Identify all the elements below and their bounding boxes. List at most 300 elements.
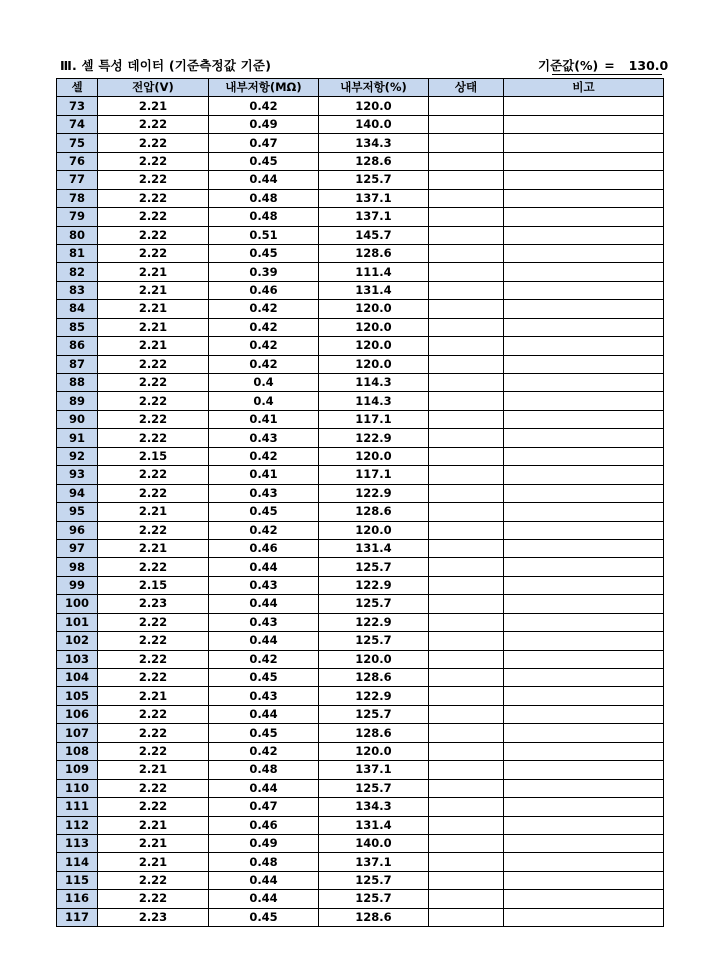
voltage-cell: 2.21 bbox=[98, 834, 209, 852]
voltage-cell: 2.23 bbox=[98, 595, 209, 613]
table-row bbox=[57, 576, 664, 594]
remarks-cell bbox=[504, 171, 664, 189]
table-row bbox=[57, 521, 664, 539]
remarks-cell bbox=[504, 263, 664, 281]
voltage-cell: 2.22 bbox=[98, 410, 209, 428]
remarks-cell bbox=[504, 115, 664, 133]
internal-resistance-cell: 0.42 bbox=[209, 742, 319, 760]
table-row bbox=[57, 558, 664, 576]
table-row bbox=[57, 429, 664, 447]
status-cell bbox=[429, 816, 504, 834]
status-cell bbox=[429, 226, 504, 244]
remarks-cell bbox=[504, 742, 664, 760]
table-row bbox=[57, 853, 664, 871]
remarks-cell bbox=[504, 97, 664, 115]
internal-resistance-cell: 0.43 bbox=[209, 613, 319, 631]
cell-number-cell: 114 bbox=[57, 853, 98, 871]
voltage-cell: 2.22 bbox=[98, 724, 209, 742]
voltage-cell: 2.23 bbox=[98, 908, 209, 926]
voltage-cell: 2.21 bbox=[98, 337, 209, 355]
header-remarks: 비고 bbox=[504, 79, 664, 97]
internal-resistance-cell: 0.42 bbox=[209, 337, 319, 355]
status-cell bbox=[429, 908, 504, 926]
remarks-cell bbox=[504, 853, 664, 871]
internal-resistance-cell: 0.41 bbox=[209, 410, 319, 428]
remarks-cell bbox=[504, 595, 664, 613]
status-cell bbox=[429, 503, 504, 521]
remarks-cell bbox=[504, 318, 664, 336]
internal-resistance-percent-cell: 122.9 bbox=[319, 687, 429, 705]
internal-resistance-percent-cell: 125.7 bbox=[319, 705, 429, 723]
voltage-cell: 2.22 bbox=[98, 244, 209, 262]
voltage-cell: 2.22 bbox=[98, 208, 209, 226]
internal-resistance-cell: 0.44 bbox=[209, 558, 319, 576]
remarks-cell bbox=[504, 189, 664, 207]
internal-resistance-percent-cell: 120.0 bbox=[319, 318, 429, 336]
cell-number-cell: 93 bbox=[57, 466, 98, 484]
remarks-cell bbox=[504, 429, 664, 447]
table-row bbox=[57, 779, 664, 797]
cell-number-cell: 106 bbox=[57, 705, 98, 723]
header-cell-number: 셀 bbox=[57, 79, 98, 97]
internal-resistance-cell: 0.42 bbox=[209, 300, 319, 318]
internal-resistance-cell: 0.42 bbox=[209, 650, 319, 668]
internal-resistance-cell: 0.45 bbox=[209, 724, 319, 742]
cell-number-cell: 75 bbox=[57, 134, 98, 152]
internal-resistance-cell: 0.51 bbox=[209, 226, 319, 244]
status-cell bbox=[429, 650, 504, 668]
cell-number-cell: 83 bbox=[57, 281, 98, 299]
cell-number-cell: 103 bbox=[57, 650, 98, 668]
cell-number-cell: 79 bbox=[57, 208, 98, 226]
voltage-cell: 2.15 bbox=[98, 576, 209, 594]
internal-resistance-cell: 0.44 bbox=[209, 632, 319, 650]
remarks-cell bbox=[504, 724, 664, 742]
voltage-cell: 2.22 bbox=[98, 669, 209, 687]
cell-number-cell: 98 bbox=[57, 558, 98, 576]
remarks-cell bbox=[504, 355, 664, 373]
cell-number-cell: 96 bbox=[57, 521, 98, 539]
internal-resistance-percent-cell: 111.4 bbox=[319, 263, 429, 281]
internal-resistance-cell: 0.46 bbox=[209, 539, 319, 557]
internal-resistance-cell: 0.39 bbox=[209, 263, 319, 281]
cell-data-table bbox=[56, 78, 664, 927]
cell-number-cell: 81 bbox=[57, 244, 98, 262]
voltage-cell: 2.21 bbox=[98, 300, 209, 318]
internal-resistance-percent-cell: 125.7 bbox=[319, 890, 429, 908]
table-row bbox=[57, 374, 664, 392]
status-cell bbox=[429, 890, 504, 908]
table-row bbox=[57, 392, 664, 410]
table-row bbox=[57, 632, 664, 650]
voltage-cell: 2.22 bbox=[98, 558, 209, 576]
status-cell bbox=[429, 300, 504, 318]
header-internal-resistance-percent: 내부저항(%) bbox=[319, 79, 429, 97]
internal-resistance-percent-cell: 131.4 bbox=[319, 816, 429, 834]
internal-resistance-percent-cell: 128.6 bbox=[319, 152, 429, 170]
cell-number-cell: 78 bbox=[57, 189, 98, 207]
status-cell bbox=[429, 632, 504, 650]
cell-number-cell: 90 bbox=[57, 410, 98, 428]
voltage-cell: 2.22 bbox=[98, 134, 209, 152]
header-voltage: 전압(V) bbox=[98, 79, 209, 97]
cell-number-cell: 115 bbox=[57, 871, 98, 889]
cell-number-cell: 117 bbox=[57, 908, 98, 926]
voltage-cell: 2.22 bbox=[98, 798, 209, 816]
internal-resistance-percent-cell: 128.6 bbox=[319, 908, 429, 926]
remarks-cell bbox=[504, 558, 664, 576]
internal-resistance-cell: 0.47 bbox=[209, 134, 319, 152]
internal-resistance-cell: 0.41 bbox=[209, 466, 319, 484]
internal-resistance-cell: 0.45 bbox=[209, 152, 319, 170]
status-cell bbox=[429, 189, 504, 207]
table-row bbox=[57, 152, 664, 170]
internal-resistance-percent-cell: 131.4 bbox=[319, 281, 429, 299]
voltage-cell: 2.21 bbox=[98, 97, 209, 115]
cell-number-cell: 108 bbox=[57, 742, 98, 760]
status-cell bbox=[429, 281, 504, 299]
remarks-cell bbox=[504, 779, 664, 797]
internal-resistance-cell: 0.4 bbox=[209, 392, 319, 410]
remarks-cell bbox=[504, 687, 664, 705]
remarks-cell bbox=[504, 374, 664, 392]
voltage-cell: 2.22 bbox=[98, 115, 209, 133]
table-row bbox=[57, 447, 664, 465]
internal-resistance-percent-cell: 120.0 bbox=[319, 521, 429, 539]
remarks-cell bbox=[504, 244, 664, 262]
table-row bbox=[57, 115, 664, 133]
voltage-cell: 2.22 bbox=[98, 632, 209, 650]
internal-resistance-percent-cell: 122.9 bbox=[319, 613, 429, 631]
internal-resistance-percent-cell: 140.0 bbox=[319, 115, 429, 133]
cell-number-cell: 111 bbox=[57, 798, 98, 816]
table-row bbox=[57, 355, 664, 373]
internal-resistance-percent-cell: 125.7 bbox=[319, 171, 429, 189]
internal-resistance-cell: 0.43 bbox=[209, 484, 319, 502]
internal-resistance-cell: 0.43 bbox=[209, 576, 319, 594]
voltage-cell: 2.22 bbox=[98, 871, 209, 889]
status-cell bbox=[429, 410, 504, 428]
status-cell bbox=[429, 263, 504, 281]
table-row bbox=[57, 798, 664, 816]
cell-number-cell: 91 bbox=[57, 429, 98, 447]
voltage-cell: 2.22 bbox=[98, 705, 209, 723]
internal-resistance-cell: 0.44 bbox=[209, 705, 319, 723]
internal-resistance-cell: 0.46 bbox=[209, 816, 319, 834]
table-row bbox=[57, 539, 664, 557]
remarks-cell bbox=[504, 890, 664, 908]
table-row bbox=[57, 337, 664, 355]
status-cell bbox=[429, 429, 504, 447]
remarks-cell bbox=[504, 392, 664, 410]
table-row bbox=[57, 503, 664, 521]
status-cell bbox=[429, 558, 504, 576]
section-title: Ⅲ. 셀 특성 데이터 (기준측정값 기준) bbox=[60, 58, 272, 73]
cell-number-cell: 84 bbox=[57, 300, 98, 318]
remarks-cell bbox=[504, 300, 664, 318]
remarks-cell bbox=[504, 908, 664, 926]
voltage-cell: 2.22 bbox=[98, 484, 209, 502]
status-cell bbox=[429, 742, 504, 760]
internal-resistance-cell: 0.45 bbox=[209, 503, 319, 521]
internal-resistance-cell: 0.42 bbox=[209, 447, 319, 465]
internal-resistance-percent-cell: 137.1 bbox=[319, 189, 429, 207]
table-row bbox=[57, 761, 664, 779]
internal-resistance-cell: 0.44 bbox=[209, 871, 319, 889]
voltage-cell: 2.21 bbox=[98, 318, 209, 336]
cell-number-cell: 85 bbox=[57, 318, 98, 336]
internal-resistance-cell: 0.44 bbox=[209, 779, 319, 797]
cell-number-cell: 102 bbox=[57, 632, 98, 650]
remarks-cell bbox=[504, 669, 664, 687]
remarks-cell bbox=[504, 539, 664, 557]
cell-number-cell: 99 bbox=[57, 576, 98, 594]
internal-resistance-percent-cell: 120.0 bbox=[319, 355, 429, 373]
voltage-cell: 2.21 bbox=[98, 853, 209, 871]
cell-number-cell: 87 bbox=[57, 355, 98, 373]
remarks-cell bbox=[504, 226, 664, 244]
table-row bbox=[57, 834, 664, 852]
internal-resistance-percent-cell: 122.9 bbox=[319, 484, 429, 502]
header-status: 상태 bbox=[429, 79, 504, 97]
voltage-cell: 2.21 bbox=[98, 539, 209, 557]
internal-resistance-cell: 0.44 bbox=[209, 595, 319, 613]
status-cell bbox=[429, 669, 504, 687]
remarks-cell bbox=[504, 632, 664, 650]
table-row bbox=[57, 687, 664, 705]
internal-resistance-cell: 0.48 bbox=[209, 189, 319, 207]
table-row bbox=[57, 669, 664, 687]
voltage-cell: 2.22 bbox=[98, 613, 209, 631]
voltage-cell: 2.22 bbox=[98, 890, 209, 908]
remarks-cell bbox=[504, 871, 664, 889]
cell-number-cell: 112 bbox=[57, 816, 98, 834]
internal-resistance-percent-cell: 120.0 bbox=[319, 337, 429, 355]
table-row bbox=[57, 484, 664, 502]
internal-resistance-percent-cell: 137.1 bbox=[319, 853, 429, 871]
voltage-cell: 2.22 bbox=[98, 466, 209, 484]
cell-number-cell: 88 bbox=[57, 374, 98, 392]
internal-resistance-percent-cell: 145.7 bbox=[319, 226, 429, 244]
remarks-cell bbox=[504, 816, 664, 834]
status-cell bbox=[429, 355, 504, 373]
table-row bbox=[57, 613, 664, 631]
status-cell bbox=[429, 576, 504, 594]
status-cell bbox=[429, 521, 504, 539]
voltage-cell: 2.22 bbox=[98, 152, 209, 170]
cell-number-cell: 97 bbox=[57, 539, 98, 557]
status-cell bbox=[429, 853, 504, 871]
cell-number-cell: 89 bbox=[57, 392, 98, 410]
table-row bbox=[57, 300, 664, 318]
table-row bbox=[57, 97, 664, 115]
reference-value bbox=[538, 56, 668, 74]
remarks-cell bbox=[504, 521, 664, 539]
voltage-cell: 2.21 bbox=[98, 263, 209, 281]
internal-resistance-cell: 0.42 bbox=[209, 355, 319, 373]
status-cell bbox=[429, 687, 504, 705]
internal-resistance-percent-cell: 137.1 bbox=[319, 761, 429, 779]
remarks-cell bbox=[504, 281, 664, 299]
table-row bbox=[57, 595, 664, 613]
reference-equals: = bbox=[604, 58, 615, 73]
voltage-cell: 2.22 bbox=[98, 521, 209, 539]
cell-number-cell: 95 bbox=[57, 503, 98, 521]
internal-resistance-percent-cell: 140.0 bbox=[319, 834, 429, 852]
internal-resistance-cell: 0.49 bbox=[209, 834, 319, 852]
status-cell bbox=[429, 337, 504, 355]
internal-resistance-cell: 0.4 bbox=[209, 374, 319, 392]
remarks-cell bbox=[504, 134, 664, 152]
cell-number-cell: 113 bbox=[57, 834, 98, 852]
voltage-cell: 2.22 bbox=[98, 742, 209, 760]
internal-resistance-cell: 0.45 bbox=[209, 244, 319, 262]
status-cell bbox=[429, 539, 504, 557]
table-row bbox=[57, 908, 664, 926]
internal-resistance-percent-cell: 128.6 bbox=[319, 503, 429, 521]
internal-resistance-cell: 0.42 bbox=[209, 318, 319, 336]
remarks-cell bbox=[504, 484, 664, 502]
header-internal-resistance: 내부저항(MΩ) bbox=[209, 79, 319, 97]
cell-number-cell: 82 bbox=[57, 263, 98, 281]
status-cell bbox=[429, 115, 504, 133]
status-cell bbox=[429, 318, 504, 336]
remarks-cell bbox=[504, 650, 664, 668]
voltage-cell: 2.15 bbox=[98, 447, 209, 465]
table-row bbox=[57, 410, 664, 428]
remarks-cell bbox=[504, 798, 664, 816]
voltage-cell: 2.21 bbox=[98, 816, 209, 834]
status-cell bbox=[429, 374, 504, 392]
internal-resistance-percent-cell: 114.3 bbox=[319, 392, 429, 410]
cell-number-cell: 116 bbox=[57, 890, 98, 908]
remarks-cell bbox=[504, 337, 664, 355]
internal-resistance-cell: 0.43 bbox=[209, 687, 319, 705]
internal-resistance-percent-cell: 117.1 bbox=[319, 410, 429, 428]
remarks-cell bbox=[504, 576, 664, 594]
cell-number-cell: 80 bbox=[57, 226, 98, 244]
remarks-cell bbox=[504, 705, 664, 723]
remarks-cell bbox=[504, 834, 664, 852]
internal-resistance-percent-cell: 134.3 bbox=[319, 798, 429, 816]
table-row bbox=[57, 171, 664, 189]
cell-number-cell: 107 bbox=[57, 724, 98, 742]
internal-resistance-percent-cell: 125.7 bbox=[319, 871, 429, 889]
voltage-cell: 2.21 bbox=[98, 503, 209, 521]
cell-number-cell: 77 bbox=[57, 171, 98, 189]
status-cell bbox=[429, 466, 504, 484]
voltage-cell: 2.22 bbox=[98, 171, 209, 189]
internal-resistance-percent-cell: 128.6 bbox=[319, 724, 429, 742]
cell-number-cell: 101 bbox=[57, 613, 98, 631]
table-row bbox=[57, 705, 664, 723]
remarks-cell bbox=[504, 466, 664, 484]
internal-resistance-cell: 0.45 bbox=[209, 669, 319, 687]
status-cell bbox=[429, 447, 504, 465]
status-cell bbox=[429, 171, 504, 189]
internal-resistance-percent-cell: 125.7 bbox=[319, 779, 429, 797]
remarks-cell bbox=[504, 447, 664, 465]
internal-resistance-percent-cell: 131.4 bbox=[319, 539, 429, 557]
status-cell bbox=[429, 798, 504, 816]
internal-resistance-percent-cell: 122.9 bbox=[319, 576, 429, 594]
cell-number-cell: 86 bbox=[57, 337, 98, 355]
internal-resistance-percent-cell: 125.7 bbox=[319, 632, 429, 650]
internal-resistance-percent-cell: 120.0 bbox=[319, 742, 429, 760]
remarks-cell bbox=[504, 761, 664, 779]
voltage-cell: 2.21 bbox=[98, 687, 209, 705]
table-row bbox=[57, 724, 664, 742]
table-header-row bbox=[57, 79, 664, 97]
status-cell bbox=[429, 208, 504, 226]
status-cell bbox=[429, 244, 504, 262]
voltage-cell: 2.22 bbox=[98, 429, 209, 447]
internal-resistance-cell: 0.49 bbox=[209, 115, 319, 133]
remarks-cell bbox=[504, 152, 664, 170]
status-cell bbox=[429, 152, 504, 170]
remarks-cell bbox=[504, 208, 664, 226]
internal-resistance-percent-cell: 120.0 bbox=[319, 650, 429, 668]
table-row bbox=[57, 244, 664, 262]
internal-resistance-cell: 0.43 bbox=[209, 429, 319, 447]
voltage-cell: 2.22 bbox=[98, 392, 209, 410]
status-cell bbox=[429, 705, 504, 723]
internal-resistance-percent-cell: 120.0 bbox=[319, 97, 429, 115]
table-row bbox=[57, 890, 664, 908]
table-row bbox=[57, 226, 664, 244]
internal-resistance-percent-cell: 122.9 bbox=[319, 429, 429, 447]
status-cell bbox=[429, 761, 504, 779]
internal-resistance-percent-cell: 120.0 bbox=[319, 300, 429, 318]
status-cell bbox=[429, 613, 504, 631]
table-row bbox=[57, 742, 664, 760]
table-row bbox=[57, 208, 664, 226]
status-cell bbox=[429, 134, 504, 152]
internal-resistance-cell: 0.44 bbox=[209, 890, 319, 908]
internal-resistance-cell: 0.46 bbox=[209, 281, 319, 299]
cell-number-cell: 92 bbox=[57, 447, 98, 465]
internal-resistance-percent-cell: 125.7 bbox=[319, 595, 429, 613]
internal-resistance-cell: 0.48 bbox=[209, 761, 319, 779]
table-row bbox=[57, 816, 664, 834]
remarks-cell bbox=[504, 613, 664, 631]
internal-resistance-percent-cell: 137.1 bbox=[319, 208, 429, 226]
voltage-cell: 2.21 bbox=[98, 761, 209, 779]
cell-number-cell: 73 bbox=[57, 97, 98, 115]
voltage-cell: 2.21 bbox=[98, 281, 209, 299]
internal-resistance-cell: 0.45 bbox=[209, 908, 319, 926]
table-row bbox=[57, 281, 664, 299]
cell-number-cell: 104 bbox=[57, 669, 98, 687]
table-row bbox=[57, 189, 664, 207]
cell-number-cell: 74 bbox=[57, 115, 98, 133]
internal-resistance-cell: 0.44 bbox=[209, 171, 319, 189]
internal-resistance-cell: 0.47 bbox=[209, 798, 319, 816]
internal-resistance-percent-cell: 114.3 bbox=[319, 374, 429, 392]
internal-resistance-percent-cell: 120.0 bbox=[319, 447, 429, 465]
internal-resistance-percent-cell: 134.3 bbox=[319, 134, 429, 152]
voltage-cell: 2.22 bbox=[98, 355, 209, 373]
table-row bbox=[57, 466, 664, 484]
internal-resistance-percent-cell: 128.6 bbox=[319, 669, 429, 687]
remarks-cell bbox=[504, 410, 664, 428]
status-cell bbox=[429, 871, 504, 889]
table-row bbox=[57, 134, 664, 152]
cell-number-cell: 105 bbox=[57, 687, 98, 705]
reference-label: 기준값(%) bbox=[538, 58, 599, 73]
status-cell bbox=[429, 392, 504, 410]
remarks-cell bbox=[504, 503, 664, 521]
